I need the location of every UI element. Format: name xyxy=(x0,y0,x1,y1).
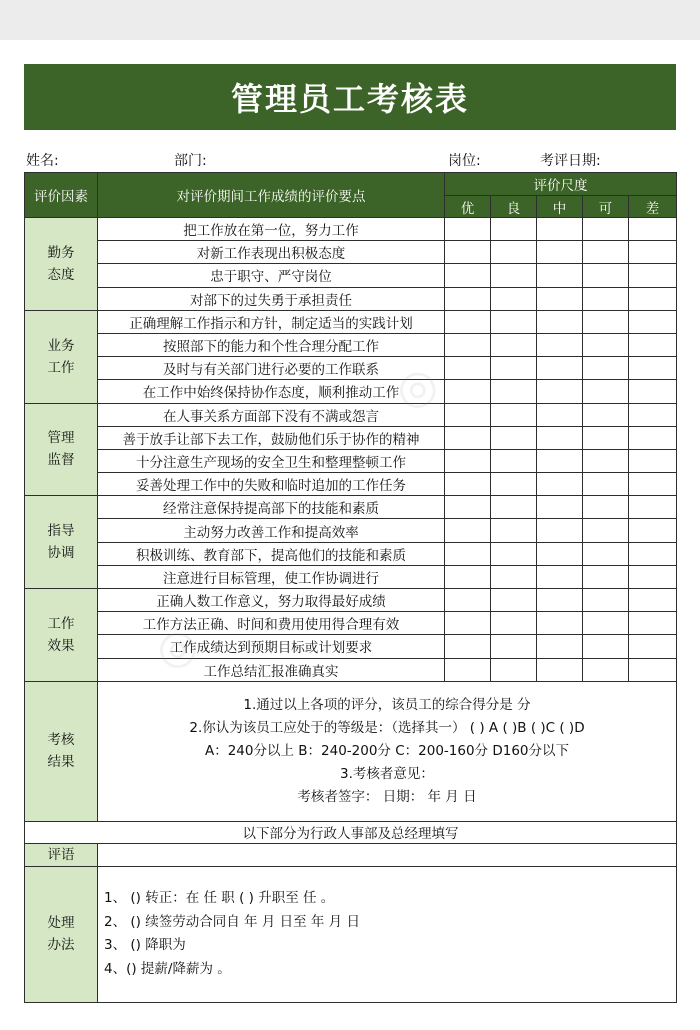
grade-cell[interactable] xyxy=(583,357,629,380)
grade-cell[interactable] xyxy=(629,333,677,356)
grade-cell[interactable] xyxy=(583,426,629,449)
points-header: 对评价期间工作成绩的评价要点 xyxy=(98,173,445,218)
grade-cell[interactable] xyxy=(445,519,491,542)
evaluation-point: 积极训练、教育部下，提高他们的技能和素质 xyxy=(98,542,445,565)
grade-cell[interactable] xyxy=(583,218,629,241)
grade-cell[interactable] xyxy=(583,380,629,403)
grade-cell[interactable] xyxy=(583,542,629,565)
grade-cell[interactable] xyxy=(537,473,583,496)
grade-cell[interactable] xyxy=(445,612,491,635)
evaluation-point: 工作总结汇报准确真实 xyxy=(98,658,445,681)
grade-cell[interactable] xyxy=(537,218,583,241)
process-label: 处理 办法 xyxy=(25,866,98,1002)
grade-cell[interactable] xyxy=(629,658,677,681)
grade-cell[interactable] xyxy=(583,403,629,426)
grade-cell[interactable] xyxy=(537,589,583,612)
grade-cell[interactable] xyxy=(583,310,629,333)
result-line: 2.你认为该员工应处于的等级是：（选择其一） ( ) A ( )B ( )C ( )D xyxy=(189,719,585,736)
grade-cell[interactable] xyxy=(445,565,491,588)
grade-cell[interactable] xyxy=(491,635,537,658)
grade-cell[interactable] xyxy=(583,449,629,472)
evaluation-point: 工作成绩达到预期目标或计划要求 xyxy=(98,635,445,658)
evaluation-point: 及时与有关部门进行必要的工作联系 xyxy=(98,357,445,380)
grade-cell[interactable] xyxy=(583,241,629,264)
grade-cell[interactable] xyxy=(537,333,583,356)
grade-cell[interactable] xyxy=(491,287,537,310)
grade-cell[interactable] xyxy=(583,519,629,542)
grade-cell[interactable] xyxy=(445,333,491,356)
grade-cell[interactable] xyxy=(491,403,537,426)
grade-cell[interactable] xyxy=(491,612,537,635)
evaluation-point: 在人事关系方面部下没有不满或怨言 xyxy=(98,403,445,426)
grade-cell[interactable] xyxy=(491,426,537,449)
grade-cell[interactable] xyxy=(491,519,537,542)
admin-note: 以下部分为行政人事部及总经理填写 xyxy=(25,821,677,843)
grade-cell[interactable] xyxy=(629,264,677,287)
grade-cell[interactable] xyxy=(537,287,583,310)
grade-cell[interactable] xyxy=(445,473,491,496)
grade-cell[interactable] xyxy=(583,658,629,681)
grade-cell[interactable] xyxy=(445,357,491,380)
grade-cell[interactable] xyxy=(537,241,583,264)
scale-header: 评价尺度 xyxy=(445,173,677,196)
grade-cell[interactable] xyxy=(445,241,491,264)
grade-cell[interactable] xyxy=(629,565,677,588)
grade-cell[interactable] xyxy=(537,658,583,681)
grade-cell[interactable] xyxy=(445,449,491,472)
grade-cell[interactable] xyxy=(491,658,537,681)
result-line: 1.通过以上各项的评分，该员工的综合得分是 分 xyxy=(243,696,531,713)
evaluation-table xyxy=(24,172,677,1003)
category-label: 工作 效果 xyxy=(25,589,98,682)
grade-cell[interactable] xyxy=(629,612,677,635)
comment-label: 评语 xyxy=(25,843,98,866)
watermark: ◎ xyxy=(388,353,452,421)
grade-cell[interactable] xyxy=(537,449,583,472)
grade-cell[interactable] xyxy=(537,380,583,403)
department-label: 部门: xyxy=(174,153,207,169)
watermark: ◎ xyxy=(148,613,212,681)
name-label: 姓名: xyxy=(26,153,59,169)
result-label: 考核 结果 xyxy=(25,681,98,821)
evaluation-point: 十分注意生产现场的安全卫生和整理整顿工作 xyxy=(98,449,445,472)
evaluation-date-label: 考评日期: xyxy=(540,153,601,169)
grade-cell[interactable] xyxy=(491,380,537,403)
grade-cell[interactable] xyxy=(445,658,491,681)
grade-cell[interactable] xyxy=(583,287,629,310)
process-content xyxy=(98,866,677,1002)
grade-cell[interactable] xyxy=(629,287,677,310)
grade-cell[interactable] xyxy=(491,310,537,333)
grade-cell[interactable] xyxy=(445,380,491,403)
process-line: 1、 () 转正：在 任 职 ( ) 升职至 任 。 xyxy=(104,890,335,907)
grade-fair: 可 xyxy=(583,196,629,218)
grade-cell[interactable] xyxy=(629,542,677,565)
category-label: 勤务 态度 xyxy=(25,218,98,311)
grade-cell[interactable] xyxy=(445,635,491,658)
evaluation-point: 经常注意保持提高部下的技能和素质 xyxy=(98,496,445,519)
grade-cell[interactable] xyxy=(583,635,629,658)
evaluation-point: 工作方法正确、时间和费用使用得合理有效 xyxy=(98,612,445,635)
grade-cell[interactable] xyxy=(629,496,677,519)
grade-cell[interactable] xyxy=(445,589,491,612)
grade-excellent: 优 xyxy=(445,196,491,218)
grade-cell[interactable] xyxy=(629,449,677,472)
grade-cell[interactable] xyxy=(537,357,583,380)
grade-cell[interactable] xyxy=(491,264,537,287)
grade-cell[interactable] xyxy=(491,241,537,264)
grade-cell[interactable] xyxy=(445,264,491,287)
grade-cell[interactable] xyxy=(629,218,677,241)
grade-cell[interactable] xyxy=(629,589,677,612)
result-line: A：240分以上 B：240-200分 C：200-160分 D160分以下 xyxy=(204,742,570,759)
process-line: 4、() 提薪/降薪为 。 xyxy=(104,960,231,977)
grade-cell[interactable] xyxy=(629,357,677,380)
grade-cell[interactable] xyxy=(629,310,677,333)
grade-cell[interactable] xyxy=(537,310,583,333)
category-label: 业务 工作 xyxy=(25,310,98,403)
evaluation-point: 忠于职守、严守岗位 xyxy=(98,264,445,287)
evaluation-point: 在工作中始终保持协作态度，顺利推动工作 xyxy=(98,380,445,403)
grade-cell[interactable] xyxy=(583,264,629,287)
process-line: 2、 () 续签劳动合同自 年 月 日至 年 月 日 xyxy=(104,913,360,930)
factor-header: 评价因素 xyxy=(25,173,98,218)
category-label: 管理 监督 xyxy=(25,403,98,496)
position-label: 岗位: xyxy=(448,153,481,169)
grade-cell[interactable] xyxy=(491,496,537,519)
grade-cell[interactable] xyxy=(491,589,537,612)
grade-cell[interactable] xyxy=(583,589,629,612)
grade-cell[interactable] xyxy=(583,496,629,519)
grade-cell[interactable] xyxy=(537,635,583,658)
page-title: 管理员工考核表 xyxy=(24,64,676,130)
evaluation-point: 善于放手让部下去工作，鼓励他们乐于协作的精神 xyxy=(98,426,445,449)
evaluation-point: 把工作放在第一位，努力工作 xyxy=(98,218,445,241)
grade-cell[interactable] xyxy=(537,519,583,542)
grade-cell[interactable] xyxy=(629,635,677,658)
grade-cell[interactable] xyxy=(537,403,583,426)
grade-cell[interactable] xyxy=(629,519,677,542)
grade-cell[interactable] xyxy=(445,496,491,519)
info-row xyxy=(24,148,676,170)
grade-cell[interactable] xyxy=(583,612,629,635)
grade-cell[interactable] xyxy=(445,310,491,333)
evaluation-point: 按照部下的能力和个性合理分配工作 xyxy=(98,333,445,356)
grade-good: 良 xyxy=(491,196,537,218)
grade-cell[interactable] xyxy=(583,565,629,588)
grade-average: 中 xyxy=(537,196,583,218)
grade-cell[interactable] xyxy=(537,496,583,519)
result-line: 考核者签字： 日期： 年 月 日 xyxy=(297,788,477,805)
evaluation-point: 注意进行目标管理，使工作协调进行 xyxy=(98,565,445,588)
grade-cell[interactable] xyxy=(629,473,677,496)
grade-cell[interactable] xyxy=(491,473,537,496)
category-label: 指导 协调 xyxy=(25,496,98,589)
grade-cell[interactable] xyxy=(583,333,629,356)
grade-cell[interactable] xyxy=(491,333,537,356)
evaluation-point: 正确人数工作意义，努力取得最好成绩 xyxy=(98,589,445,612)
grade-cell[interactable] xyxy=(491,542,537,565)
grade-cell[interactable] xyxy=(491,218,537,241)
evaluation-point: 对部下的过失勇于承担责任 xyxy=(98,287,445,310)
grade-cell[interactable] xyxy=(445,426,491,449)
evaluation-point: 正确理解工作指示和方针，制定适当的实践计划 xyxy=(98,310,445,333)
evaluation-point: 主动努力改善工作和提高效率 xyxy=(98,519,445,542)
grade-poor: 差 xyxy=(629,196,677,218)
grade-cell[interactable] xyxy=(537,426,583,449)
grade-cell[interactable] xyxy=(629,403,677,426)
grade-cell[interactable] xyxy=(537,612,583,635)
result-content xyxy=(98,681,677,821)
result-line: 3.考核者意见： xyxy=(340,765,434,782)
grade-cell[interactable] xyxy=(629,380,677,403)
grade-cell[interactable] xyxy=(445,287,491,310)
grade-cell[interactable] xyxy=(629,426,677,449)
grade-cell[interactable] xyxy=(445,542,491,565)
grade-cell[interactable] xyxy=(491,449,537,472)
grade-cell[interactable] xyxy=(491,565,537,588)
evaluation-point: 对新工作表现出积极态度 xyxy=(98,241,445,264)
top-margin-band xyxy=(0,0,700,40)
grade-cell[interactable] xyxy=(491,357,537,380)
grade-cell[interactable] xyxy=(445,218,491,241)
grade-cell[interactable] xyxy=(445,403,491,426)
grade-cell[interactable] xyxy=(583,473,629,496)
grade-cell[interactable] xyxy=(537,565,583,588)
evaluation-point: 妥善处理工作中的失败和临时追加的工作任务 xyxy=(98,473,445,496)
process-line: 3、 () 降职为 xyxy=(104,937,186,954)
grade-cell[interactable] xyxy=(537,264,583,287)
grade-cell[interactable] xyxy=(629,241,677,264)
comment-field[interactable] xyxy=(98,843,677,866)
grade-cell[interactable] xyxy=(537,542,583,565)
